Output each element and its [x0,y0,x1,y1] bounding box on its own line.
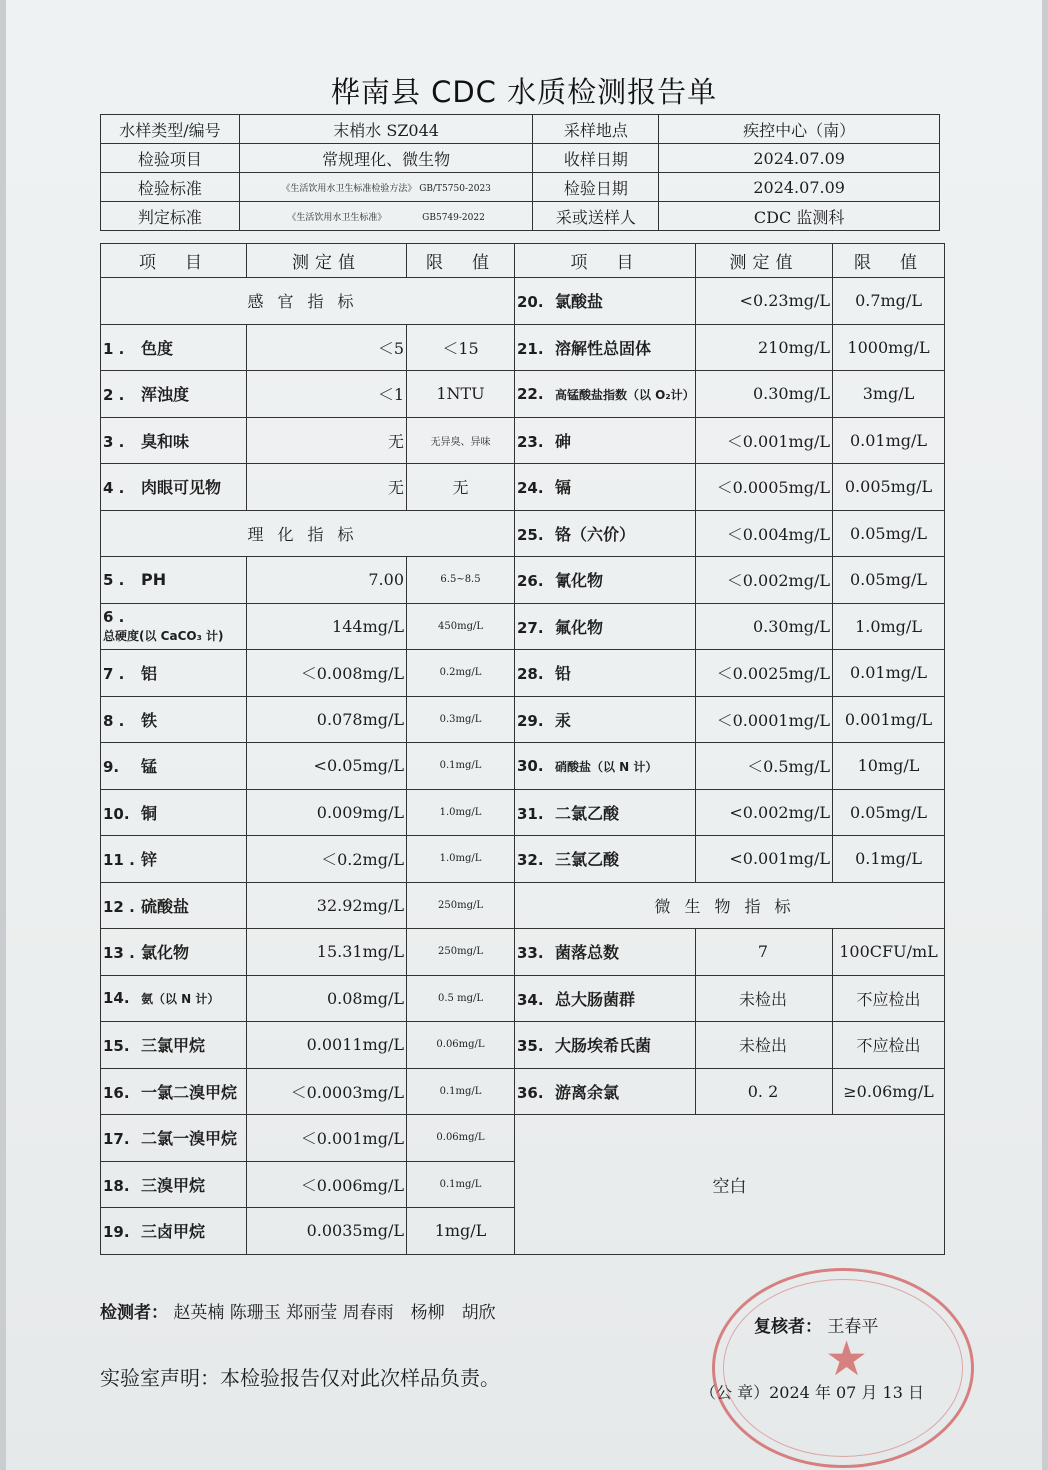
col-item-left: 项 目 [101,244,247,278]
section-micro: 微生物指标 [515,882,945,929]
left-item-cell [101,789,247,836]
measured-value: 未检出 [696,1022,833,1069]
test-date-value: 2024.07.09 [659,173,940,202]
left-item-cell [101,603,247,650]
section-physchem: 理化指标 [101,510,515,557]
row-number: 28. [517,665,544,684]
table-row [101,371,945,418]
table-row [101,882,945,929]
left-item-cell [101,1115,247,1162]
item-name: 铁 [141,710,158,730]
table-row [101,603,945,650]
item-name: 三氯乙酸 [555,850,620,870]
measured-value: <0.05mg/L [247,743,407,790]
measured-value: 0.30mg/L [696,603,833,650]
measured-value: 0.0035mg/L [247,1208,407,1255]
limit-value: 0.06mg/L [407,1115,515,1162]
limit-value: 450mg/L [407,603,515,650]
test-date-label: 检验日期 [533,173,659,202]
table-row [101,929,945,976]
row-number: 9. [103,758,120,777]
measured-value: ＜0.004mg/L [696,510,833,557]
limit-value: 不应检出 [833,1022,945,1069]
item-name: 砷 [555,431,572,451]
judge-value-code: GB5749-2022 [422,212,485,223]
measured-value: ＜0.0001mg/L [696,696,833,743]
item-name: 三溴甲烷 [141,1175,206,1195]
item-name: 铬（六价） [555,524,636,544]
limit-value: 0.05mg/L [833,557,945,604]
row-number: 20. [517,293,544,312]
left-item-cell [101,882,247,929]
item-name: 三氯甲烷 [141,1036,206,1056]
row-number: 8 . [103,711,125,730]
row-number: 15. [103,1037,130,1056]
table-row [101,557,945,604]
row-number: 7 . [103,665,125,684]
receive-date-label: 收样日期 [533,144,659,173]
limit-value: 无 [407,464,515,511]
measured-value: 15.31mg/L [247,929,407,976]
item-name: 二氯一溴甲烷 [141,1129,238,1149]
left-item-cell [101,1208,247,1255]
limit-value: 0.1mg/L [407,1068,515,1115]
limit-value: 1000mg/L [833,324,945,371]
item-name: 总硬度(以 CaCO₃ 计) [103,629,224,644]
page-title: 桦南县 CDC 水质检测报告单 [330,75,718,109]
limit-value: 10mg/L [833,743,945,790]
limit-value: 1.0mg/L [407,836,515,883]
standard-value [239,173,533,202]
row-number: 5 . [103,571,125,590]
row-number: 27. [517,618,544,637]
limit-value: 不应检出 [833,975,945,1022]
measured-value: 144mg/L [247,603,407,650]
table-row [101,324,945,371]
left-item-cell [101,929,247,976]
judge-label: 判定标准 [101,202,240,231]
right-item-cell [515,417,696,464]
left-item-cell [101,417,247,464]
limit-value: 1.0mg/L [407,789,515,836]
row-number: 32. [517,851,544,870]
location-value: 疾控中心（南） [659,115,940,144]
limit-value: 0.01mg/L [833,417,945,464]
left-item-cell [101,324,247,371]
measured-value: ＜0.001mg/L [247,1115,407,1162]
limit-value: 3mg/L [833,371,945,418]
right-item-cell [515,324,696,371]
right-item-cell [515,696,696,743]
sender-label: 采或送样人 [533,202,659,231]
measured-value: <0.001mg/L [696,836,833,883]
testers-line [100,1298,496,1323]
item-name: 氨（以 N 计） [141,992,220,1007]
row-number: 6 . [103,608,125,627]
column-header-row [101,244,945,278]
item-name: 高锰酸盐指数（以 O₂计） [555,387,695,402]
right-item-cell [515,789,696,836]
item-name: 游离余氯 [555,1082,620,1102]
testers-label: 检测者： [100,1303,168,1323]
measured-value: ＜5 [247,324,407,371]
col-limit-right: 限 值 [833,244,945,278]
table-row [101,743,945,790]
measured-value: ＜1 [247,371,407,418]
item-name: 锌 [141,850,158,870]
row-number: 4 . [103,479,125,498]
limit-value: 0.1mg/L [407,1161,515,1208]
right-item-cell [515,603,696,650]
limit-value: 100CFU/mL [833,929,945,976]
sample-type-value: 末梢水 SZ044 [239,115,533,144]
right-item-cell [515,371,696,418]
row-number: 16. [103,1083,130,1102]
judge-value [239,202,533,231]
table-row [101,464,945,511]
right-item-cell [515,557,696,604]
row-number: 26. [517,572,544,591]
item-name: 二氯乙酸 [555,803,620,823]
item-name: 三卤甲烷 [141,1222,206,1242]
limit-value: 0.5 mg/L [407,975,515,1022]
row-number: 2 . [103,386,125,405]
left-item-cell [101,1068,247,1115]
reviewer-label: 复核者： [754,1317,822,1337]
standard-value-name: 《生活饮用水卫生标准检验方法》 [281,183,417,194]
measured-value: 0.0011mg/L [247,1022,407,1069]
left-item-cell [101,975,247,1022]
row-number: 17. [103,1130,130,1149]
measured-value: ＜0.5mg/L [696,743,833,790]
limit-value: 无异臭、异味 [407,417,515,464]
standard-label: 检验标准 [101,173,240,202]
table-row [101,278,945,325]
seal-date: （公 章）2024 年 07 月 13 日 [700,1383,924,1402]
left-item-cell [101,1161,247,1208]
col-value-right: 测定值 [696,244,833,278]
sample-type-label: 水样类型/编号 [101,115,240,144]
item-name: 铅 [555,664,572,684]
col-limit-left: 限 值 [407,244,515,278]
item-name: 大肠埃希氏菌 [555,1036,652,1056]
measured-value: <0.23mg/L [696,278,833,325]
item-name: 硫酸盐 [141,896,190,916]
row-number: 35. [517,1037,544,1056]
right-item-cell [515,650,696,697]
measured-value: ＜0.002mg/L [696,557,833,604]
item-name: 菌落总数 [555,943,620,963]
table-row [101,696,945,743]
row-number: 29. [517,711,544,730]
item-name: 氯酸盐 [555,292,604,312]
limit-value: 250mg/L [407,929,515,976]
table-row [101,836,945,883]
measured-value: ＜0.006mg/L [247,1161,407,1208]
limit-value: 0.06mg/L [407,1022,515,1069]
measured-value: 7 [696,929,833,976]
right-item-cell [515,510,696,557]
left-item-cell [101,650,247,697]
item-name: 镉 [555,478,572,498]
left-item-cell [101,371,247,418]
measured-value: <0.002mg/L [696,789,833,836]
right-item-cell [515,743,696,790]
limit-value: 1NTU [407,371,515,418]
row-number: 19. [103,1223,130,1242]
official-seal [712,1268,974,1468]
left-item-cell [101,696,247,743]
left-item-cell [101,464,247,511]
limit-value: 6.5~8.5 [407,557,515,604]
item-name: 氟化物 [555,617,604,637]
table-row [101,650,945,697]
item-name: 硝酸盐（以 N 计） [555,759,658,774]
left-item-cell [101,743,247,790]
table-row [101,1068,945,1115]
item-name: PH [141,570,167,590]
item-name: 锰 [141,757,158,777]
right-item-cell [515,464,696,511]
table-row [101,1115,945,1162]
limit-value: 0.2mg/L [407,650,515,697]
item-name: 一氯二溴甲烷 [141,1082,238,1102]
measured-value: 210mg/L [696,324,833,371]
left-item-cell [101,557,247,604]
item-name: 汞 [555,710,572,730]
limit-value: ≥0.06mg/L [833,1068,945,1115]
limit-value: ＜15 [407,324,515,371]
col-item-right: 项 目 [515,244,696,278]
item-name: 氯化物 [141,943,190,963]
limit-value: 0.001mg/L [833,696,945,743]
right-item-cell [515,1022,696,1069]
table-row [101,1022,945,1069]
row-number: 22. [517,384,544,403]
row-number: 33. [517,944,544,963]
limit-value: 1mg/L [407,1208,515,1255]
receive-date-value: 2024.07.09 [659,144,940,173]
row-number: 24. [517,479,544,498]
results-table [100,243,945,1255]
row-number: 3 . [103,432,125,451]
table-row [101,510,945,557]
measured-value: 0.078mg/L [247,696,407,743]
sender-value: CDC 监测科 [659,202,940,231]
lab-statement: 实验室声明：本检验报告仅对此次样品负责。 [100,1366,500,1390]
measured-value: ＜0.2mg/L [247,836,407,883]
standard-value-code: GB/T5750-2023 [419,183,491,194]
row-number: 13 . [103,944,135,963]
row-number: 31. [517,804,544,823]
testers-names: 赵英楠 陈珊玉 郑丽莹 周春雨 杨柳 胡欣 [173,1303,496,1323]
item-name: 色度 [141,338,174,358]
reviewer-name: 王春平 [827,1317,879,1337]
measured-value: ＜0.0005mg/L [696,464,833,511]
row-number: 30. [517,756,544,775]
measured-value: ＜0.001mg/L [696,417,833,464]
row-number: 12 . [103,897,135,916]
row-number: 25. [517,525,544,544]
limit-value: 0.7mg/L [833,278,945,325]
row-number: 10. [103,804,130,823]
measured-value: 未检出 [696,975,833,1022]
row-number: 36. [517,1083,544,1102]
measured-value: 7.00 [247,557,407,604]
limit-value: 0.1mg/L [407,743,515,790]
right-item-cell [515,929,696,976]
measured-value: 0.009mg/L [247,789,407,836]
limit-value: 0.05mg/L [833,510,945,557]
row-number: 1 . [103,339,125,358]
item-name: 氰化物 [555,571,604,591]
limit-value: 0.005mg/L [833,464,945,511]
limit-value: 0.05mg/L [833,789,945,836]
item-name: 铝 [141,664,158,684]
row-number: 11 . [103,851,135,870]
judge-value-name: 《生活饮用水卫生标准》 [287,212,387,223]
row-number: 18. [103,1176,130,1195]
limit-value: 1.0mg/L [833,603,945,650]
blank-area: 空白 [515,1115,945,1255]
measured-value: 无 [247,464,407,511]
left-item-cell [101,836,247,883]
item-label: 检验项目 [101,144,240,173]
measured-value: 32.92mg/L [247,882,407,929]
limit-value: 0.3mg/L [407,696,515,743]
limit-value: 0.01mg/L [833,650,945,697]
measured-value: 0. 2 [696,1068,833,1115]
item-name: 铜 [141,803,158,823]
limit-value: 0.1mg/L [833,836,945,883]
row-number: 21. [517,339,544,358]
right-item-cell [515,278,696,325]
location-label: 采样地点 [533,115,659,144]
col-value-left: 测定值 [247,244,407,278]
measured-value: 0.30mg/L [696,371,833,418]
measured-value: 无 [247,417,407,464]
measured-value: 0.08mg/L [247,975,407,1022]
item-value: 常规理化、微生物 [239,144,533,173]
item-name: 溶解性总固体 [555,338,652,358]
limit-value: 250mg/L [407,882,515,929]
left-item-cell [101,1022,247,1069]
item-name: 浑浊度 [141,385,190,405]
row-number: 23. [517,432,544,451]
table-row [101,789,945,836]
table-row [101,975,945,1022]
right-item-cell [515,1068,696,1115]
measured-value: ＜0.008mg/L [247,650,407,697]
seal-star-icon: ★ [825,1331,869,1387]
item-name: 肉眼可见物 [141,478,222,498]
right-item-cell [515,975,696,1022]
table-row [101,417,945,464]
section-sensory: 感官指标 [101,278,515,325]
item-name: 总大肠菌群 [555,989,636,1009]
row-number: 14. [103,989,130,1008]
measured-value: ＜0.0025mg/L [696,650,833,697]
sample-info-table [100,114,940,231]
row-number: 34. [517,990,544,1009]
right-item-cell [515,836,696,883]
item-name: 臭和味 [141,431,190,451]
measured-value: ＜0.0003mg/L [247,1068,407,1115]
